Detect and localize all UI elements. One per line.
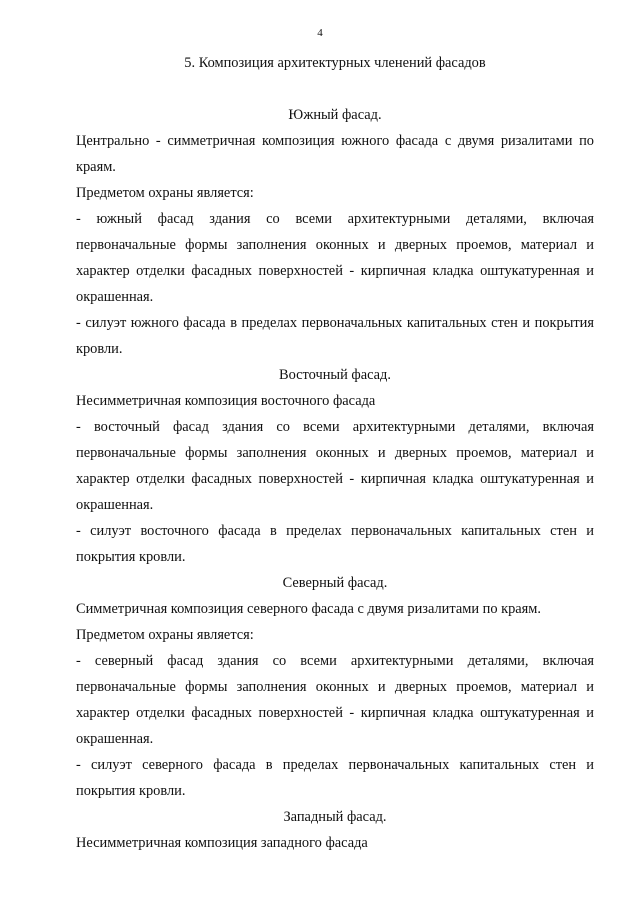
blank-line [76, 76, 594, 102]
north-facade-item-facade: - северный фасад здания со всеми архитектурными деталями, включая первоначальные формы заполнения оконных и дверных проемов, материал и характер отделки фасадных поверхностей - кирпичная кладка оштукатуренная и окрашенная. [76, 653, 594, 747]
section-title: 5. Композиция архитектурных членений фасадов [184, 55, 486, 71]
east-facade-composition: Несимметричная композиция восточного фасада [76, 393, 376, 409]
east-facade-item-facade: - восточный фасад здания со всеми архитектурными деталями, включая первоначальные формы заполнения оконных и дверных проемов, материал и характер отделки фасадных поверхностей - кирпичная кладка оштукатуренная и окрашенная. [76, 419, 594, 513]
west-facade-heading: Западный фасад. [283, 809, 387, 825]
north-facade-heading: Северный фасад. [282, 575, 388, 591]
south-facade-composition: Центрально - симметричная композиция южного фасада с двумя ризалитами по краям. [76, 133, 594, 175]
south-facade-heading: Южный фасад. [288, 107, 382, 123]
east-facade-item-silhouette: - силуэт восточного фасада в пределах первоначальных капитальных стен и покрытия кровли. [76, 523, 594, 565]
page-number: 4 [317, 27, 323, 39]
south-facade-subject: Предметом охраны является: [76, 185, 254, 201]
north-facade-subject: Предметом охраны является: [76, 627, 254, 643]
south-facade-item-facade: - южный фасад здания со всеми архитектурными деталями, включая первоначальные формы заполнения оконных и дверных проемов, материал и характер отделки фасадных поверхностей - кирпичная кладка оштукатуренная и окрашенная. [76, 211, 594, 305]
east-facade-heading: Восточный фасад. [279, 367, 391, 383]
document-body [76, 50, 594, 856]
west-facade-composition: Несимметричная композиция западного фасада [76, 835, 368, 851]
south-facade-item-silhouette: - силуэт южного фасада в пределах первоначальных капитальных стен и покрытия кровли. [76, 315, 594, 357]
north-facade-composition: Симметричная композиция северного фасада с двумя ризалитами по краям. [76, 601, 542, 617]
north-facade-item-silhouette: - силуэт северного фасада в пределах первоначальных капитальных стен и покрытия кровли. [76, 757, 594, 799]
